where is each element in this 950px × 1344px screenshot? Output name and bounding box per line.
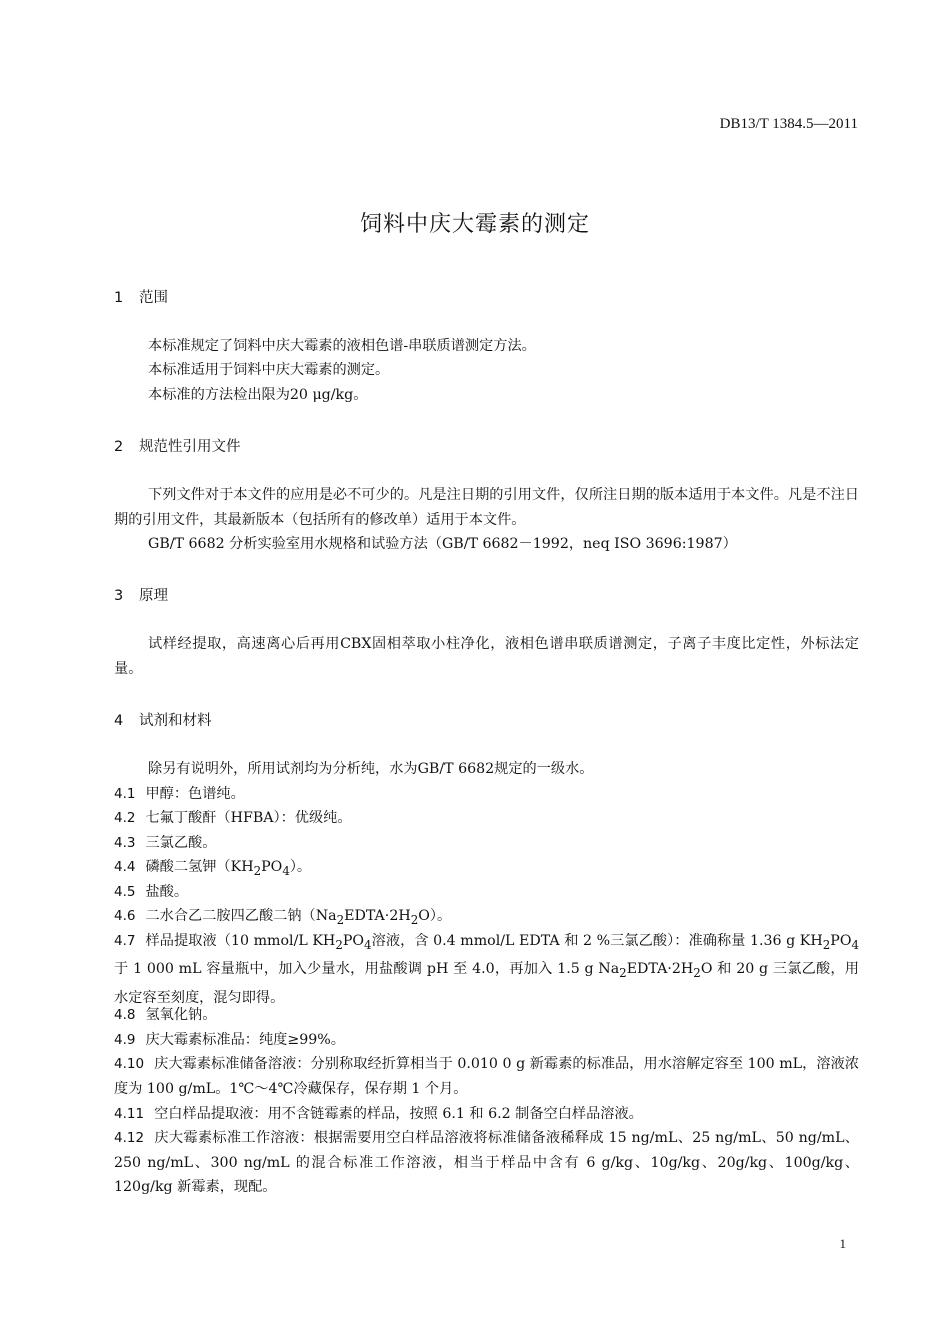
section-number: 4	[114, 713, 124, 729]
clause-text: 庆大霉素标准品：纯度≥99%。	[145, 1032, 345, 1048]
section-number: 1	[114, 290, 124, 306]
clause-text: 氢氧化钠。	[145, 1007, 217, 1023]
section-heading-normative-references	[114, 435, 241, 456]
section-title: 原理	[139, 588, 168, 604]
reagents-intro: 除另有说明外，所用试剂均为分析纯，水为GB/T 6682规定的一级水。	[148, 761, 594, 777]
clause-text: PO	[830, 933, 852, 949]
clause-4-12	[114, 1126, 859, 1200]
clause-number: 4.6	[114, 908, 136, 924]
subscript: 2	[253, 863, 262, 878]
principle-paragraph: 试样经提取，高速离心后再用CBX固相萃取小柱净化，液相色谱串联质谱测定，子离子丰度比定性，外标法定量。	[114, 636, 859, 677]
clause-text: EDTA·2H	[344, 908, 411, 924]
normative-references-paragraph: 下列文件对于本文件的应用是必不可少的。凡是注日期的引用文件，仅所注日期的版本适用于本文件。凡是不注日期的引用文件，其最新版本（包括所有的修改单）适用于本文件。	[114, 487, 859, 528]
clause-text: 三氯乙酸。	[145, 835, 217, 851]
page-number: 1	[839, 1236, 846, 1251]
subscript: 2	[822, 937, 831, 952]
clause-text: O 和 20 g 三氯乙酸，用水定容至刻度，混匀即得。	[114, 961, 859, 1006]
section-number: 2	[114, 439, 124, 455]
clause-number: 4.1	[114, 786, 136, 802]
subscript: 2	[336, 912, 345, 927]
section-title: 试剂和材料	[139, 713, 212, 729]
clause-text: 盐酸。	[145, 884, 189, 900]
section-heading-principle	[114, 584, 168, 605]
subscript: 4	[282, 863, 290, 878]
subscript: 2	[410, 912, 419, 927]
clause-text: 庆大霉素标准工作溶液：根据需要用空白样品溶液将标准储备液稀释成 15 ng/mL、25 ng/mL、50 ng/mL、250 ng/mL、300 ng/mL 的混合标准工作溶液，相当于样品中含有 6 g/kg、10g/kg、20g/kg、100g/kg、120g/kg 新霉素，现配。	[114, 1130, 859, 1195]
clause-4-8	[114, 1003, 859, 1028]
clause-number: 4.12	[114, 1130, 145, 1146]
subscript: 2	[693, 966, 701, 981]
subscript: 4	[851, 937, 860, 952]
section-title: 规范性引用文件	[139, 439, 241, 455]
clause-number: 4.3	[114, 835, 136, 851]
clause-text: 样品提取液（10 mmol/L KH	[145, 933, 336, 949]
clause-text: 七氟丁酸酐（HFBA）：优级纯。	[145, 810, 352, 826]
clause-text: 于 1 000 mL 容量瓶中，加入少量水，用盐酸调 pH 至 4.0，再加入 1.5 g Na	[114, 961, 620, 978]
clause-4-2	[114, 806, 859, 831]
clause-4-10	[114, 1052, 859, 1101]
clause-number: 4.5	[114, 884, 136, 900]
section-title: 范围	[139, 290, 168, 306]
clause-text: 空白样品提取液：用不含链霉素的样品，按照 6.1 和 6.2 制备空白样品溶液。	[154, 1106, 643, 1122]
clause-4-11	[114, 1102, 859, 1127]
clause-4-7	[114, 929, 859, 1010]
clause-4-1	[114, 782, 859, 807]
scope-line-2: 本标准适用于饲料中庆大霉素的测定。	[148, 362, 390, 378]
reference-gbt6682: GB/T 6682 分析实验室用水规格和试验方法（GB/T 6682－1992，neq ISO 3696:1987）	[148, 536, 737, 552]
clause-4-9	[114, 1028, 859, 1053]
scope-line-3: 本标准的方法检出限为20 μg/kg。	[148, 387, 368, 403]
clause-text: 庆大霉素标准储备溶液：分别称取经折算相当于 0.010 0 g 新霉素的标准品，用水溶解定容至 100 mL，溶液浓度为 100 g/mL。1℃～4℃冷藏保存，保存期 1 个月。	[114, 1056, 859, 1097]
page-title: 饲料中庆大霉素的测定	[359, 212, 590, 237]
clause-4-3	[114, 831, 859, 856]
clause-text: ）。	[289, 859, 312, 875]
clause-text: PO	[261, 859, 283, 875]
clause-text: 甲醇：色谱纯。	[145, 786, 245, 802]
subscript: 2	[335, 937, 343, 952]
subscript: 2	[619, 966, 627, 981]
document-number: DB13/T 1384.5—2011	[719, 116, 858, 132]
clause-text: 磷酸二氢钾（KH	[145, 859, 254, 875]
subscript: 4	[364, 937, 372, 952]
clause-number: 4.7	[114, 933, 136, 949]
clause-number: 4.10	[114, 1056, 145, 1072]
clause-text: 二水合乙二胺四乙酸二钠（Na	[145, 908, 337, 924]
clause-number: 4.4	[114, 859, 136, 875]
clause-4-5	[114, 880, 859, 905]
clause-number: 4.11	[114, 1106, 145, 1122]
clause-text: O）。	[418, 908, 452, 924]
clause-text: EDTA·2H	[626, 961, 694, 978]
clause-number: 4.8	[114, 1007, 136, 1023]
section-heading-reagents	[114, 709, 212, 730]
section-number: 3	[114, 588, 124, 604]
scope-line-1: 本标准规定了饲料中庆大霉素的液相色谱-串联质谱测定方法。	[148, 338, 536, 354]
section-heading-scope	[114, 286, 168, 307]
clause-text: 溶液，含 0.4 mmol/L EDTA 和 2 %三氯乙酸）：准确称量 1.36 g KH	[371, 933, 823, 949]
clause-number: 4.2	[114, 810, 136, 826]
clause-text: PO	[342, 933, 365, 949]
clause-number: 4.9	[114, 1032, 136, 1048]
